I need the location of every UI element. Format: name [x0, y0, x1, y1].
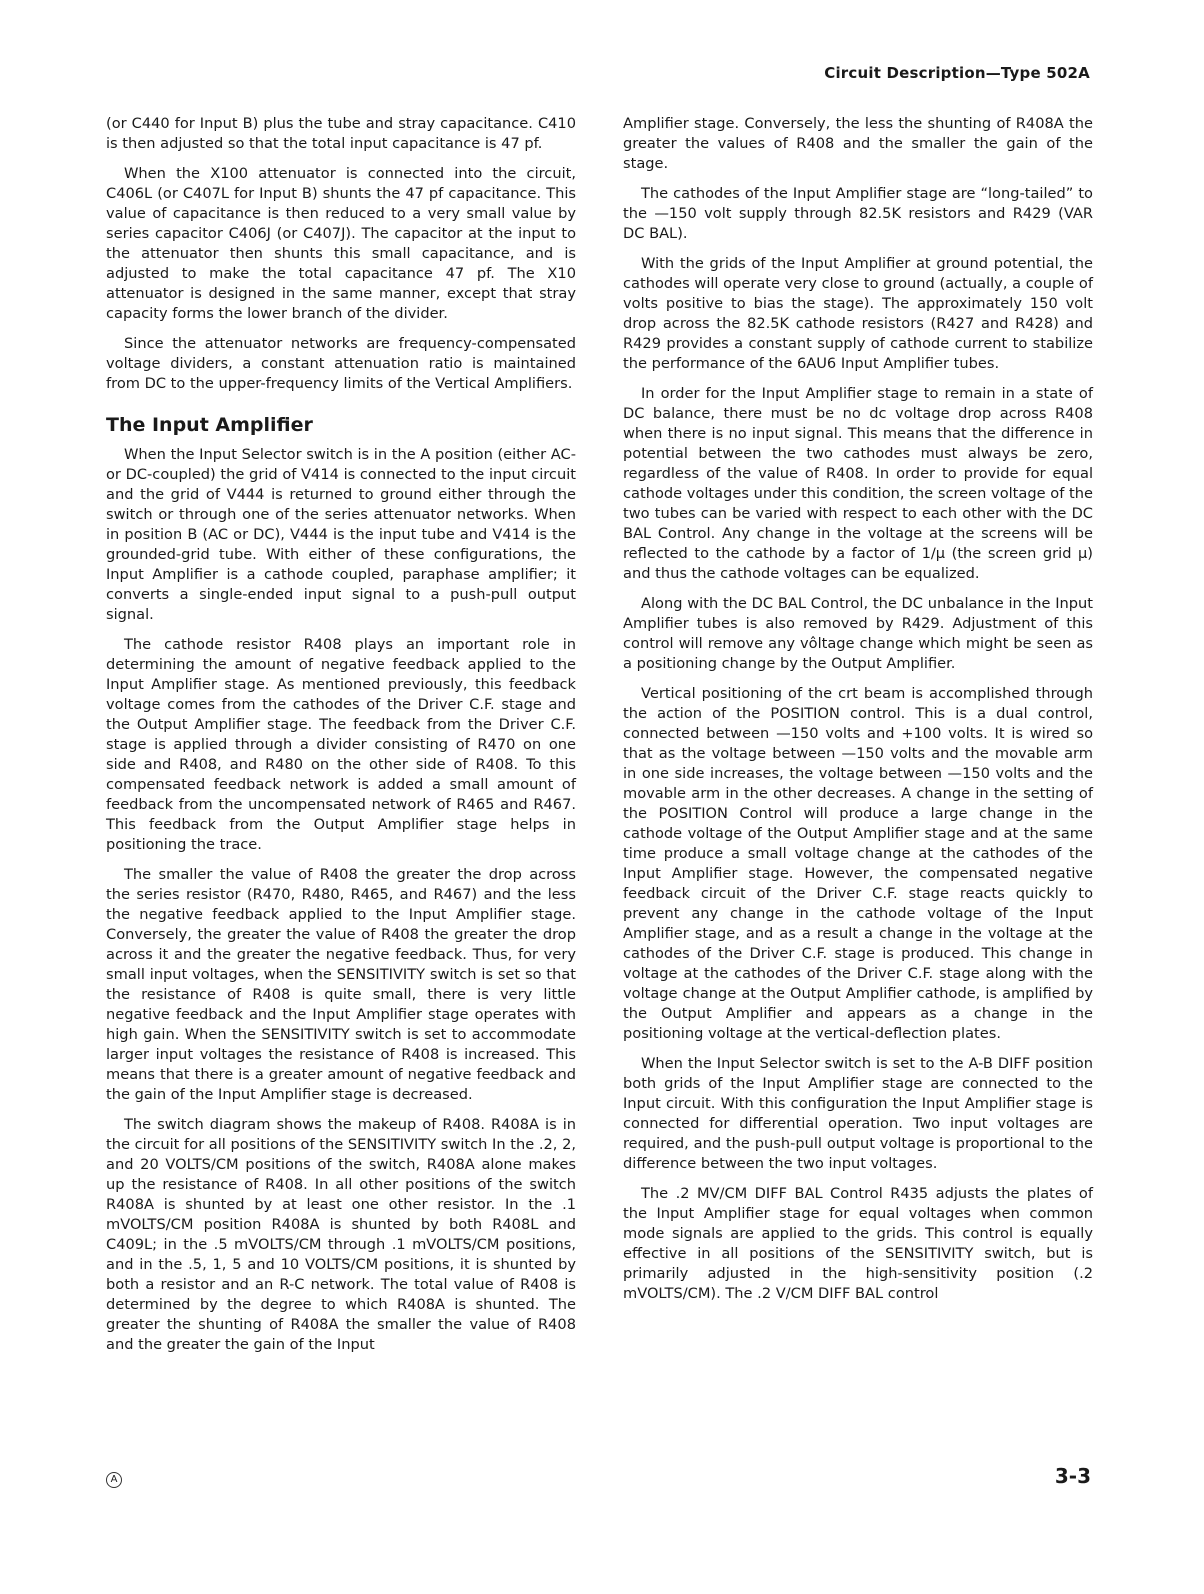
paragraph: Since the attenuator networks are frequency-compensated voltage dividers, a constant attenuation ratio is maintained from DC to the upper-frequency limits of the Vertical Amplifiers. [106, 335, 576, 392]
paragraph: The switch diagram shows the makeup of R408. R408A is in the circuit for all positions of the SENSITIVITY switch In the .2, 2, and 20 VOLTS/CM positions of the switch, R408A alone makes up the resistance of R408. In all other positions of the switch R408A is shunted by at least one other resistor. In the .1 mVOLTS/CM position R408A is shunted by both R408L and C409L; in the .5 mVOLTS/CM through .1 mVOLTS/CM positions, and in the .5, 1, 5 and 10 VOLTS/CM positions, it is shunted by both a resistor and an R-C network. The total value of R408 is determined by the degree to which R408A is shunted. The greater the shunting of R408A the smaller the value of R408 and the greater the gain of the Input [106, 1116, 576, 1353]
paragraph: When the X100 attenuator is connected into the circuit, C406L (or C407L for Input B) shunts the 47 pf capacitance. This value of capacitance is then reduced to a very small value by series capacitor C406J (or C407J). The capacitor at the input to the attenuator then shunts this small capacitance, and is adjusted to make the total capacitance 47 pf. The X10 attenuator is designed in the same manner, except that stray capacity forms the lower branch of the divider. [106, 165, 576, 322]
paragraph: The cathodes of the Input Amplifier stage are “long-tailed” to the —150 volt supply through 82.5K resistors and R429 (VAR DC BAL). [623, 185, 1093, 242]
paragraph: The smaller the value of R408 the greater the drop across the series resistor (R470, R480, R465, and R467) and the less the negative feedback applied to the Input Amplifier stage. Conversely, the greater the value of R408 the greater the drop across it and the greater the negative feedback. Thus, for very small input voltages, when the SENSITIVITY switch is set so that the resistance of R408 is quite small, there is very little negative feedback and the Input Amplifier stage operates with high gain. When the SENSITIVITY switch is set to accommodate larger input voltages the resistance of R408 is increased. This means that there is a greater amount of negative feedback and the gain of the Input Amplifier stage is decreased. [106, 866, 576, 1103]
running-header: Circuit Description—Type 502A [824, 64, 1090, 82]
revision-mark: A [106, 1472, 122, 1488]
paragraph: The cathode resistor R408 plays an important role in determining the amount of negative feedback applied to the Input Amplifier stage. As mentioned previously, this feedback voltage comes from the cathodes of the Driver C.F. stage and the Output Amplifier stage. The feedback from the Driver C.F. stage is applied through a divider consisting of R470 on one side and R408, and R480 on the other side of R408. To this compensated feedback network is added a small amount of feedback from the uncompensated network of R465 and R467. This feedback from the Output Amplifier stage helps in positioning the trace. [106, 636, 576, 853]
left-column [106, 114, 576, 1365]
paragraph: Along with the DC BAL Control, the DC unbalance in the Input Amplifier tubes is also removed by R429. Adjustment of this control will remove any vôltage change which might be seen as a positioning change by the Output Amplifier. [623, 595, 1093, 672]
paragraph: Amplifier stage. Conversely, the less the shunting of R408A the greater the values of R408 and the smaller the gain of the stage. [623, 115, 1093, 172]
right-column [623, 114, 1093, 1314]
paragraph: (or C440 for Input B) plus the tube and stray capacitance. C410 is then adjusted so that the total input capacitance is 47 pf. [106, 115, 576, 152]
paragraph: When the Input Selector switch is in the A position (either AC- or DC-coupled) the grid of V414 is connected to the input circuit and the grid of V444 is returned to ground either through the switch or through one of the series attenuator networks. When in position B (AC or DC), V444 is the input tube and V414 is the grounded-grid tube. With either of these configurations, the Input Amplifier is a cathode coupled, paraphase amplifier; it converts a single-ended input signal to a push-pull output signal. [106, 446, 576, 623]
paragraph: The .2 MV/CM DIFF BAL Control R435 adjusts the plates of the Input Amplifier stage for equal voltages when common mode signals are applied to the grids. This control is equally effective in all positions of the SENSITIVITY switch, but is primarily adjusted in the high-sensitivity position (.2 mVOLTS/CM). The .2 V/CM DIFF BAL control [623, 1185, 1093, 1302]
paragraph: Vertical positioning of the crt beam is accomplished through the action of the POSITION control. This is a dual control, connected between —150 volts and +100 volts. It is wired so that as the voltage between —150 volts and the movable arm in one side increases, the voltage between —150 volts and the movable arm in the other decreases. A change in the setting of the POSITION Control will produce a large change in the cathode voltage of the Output Amplifier stage and at the same time produce a small voltage change at the cathodes of the Input Amplifier stage. However, the compensated negative feedback circuit of the Driver C.F. stage reacts quickly to prevent any change in the cathode voltage of the Input Amplifier stage, and as a result a change in the voltage at the cathodes of the Driver C.F. stage is produced. This change in voltage at the cathodes of the Driver C.F. stage along with the voltage change at the Output Amplifier cathode, is amplified by the Output Amplifier and appears as a change in the positioning voltage at the vertical-deflection plates. [623, 685, 1093, 1042]
paragraph: With the grids of the Input Amplifier at ground potential, the cathodes will operate very close to ground (actually, a couple of volts positive to bias the stage). The approximately 150 volt drop across the 82.5K cathode resistors (R427 and R428) and R429 provides a constant supply of cathode current to stabilize the performance of the 6AU6 Input Amplifier tubes. [623, 255, 1093, 372]
paragraph: When the Input Selector switch is set to the A-B DIFF position both grids of the Input Amplifier stage are connected to the Input circuit. With this configuration the Input Amplifier stage is connected for differential operation. Two input voltages are required, and the push-pull output voltage is proportional to the difference between the two input voltages. [623, 1055, 1093, 1172]
section-heading: The Input Amplifier [106, 414, 313, 436]
page-number: 3-3 [1054, 1464, 1091, 1488]
paragraph: In order for the Input Amplifier stage to remain in a state of DC balance, there must be no dc voltage drop across R408 when there is no input signal. This means that the difference in potential between the two cathodes must always be zero, regardless of the value of R408. In order to provide for equal cathode voltages under this condition, the screen voltage of the two tubes can be varied with respect to each other with the DC BAL Control. Any change in the voltage at the screens will be reflected to the cathode by a factor of 1/μ (the screen grid μ) and thus the cathode voltages can be equalized. [623, 385, 1093, 582]
